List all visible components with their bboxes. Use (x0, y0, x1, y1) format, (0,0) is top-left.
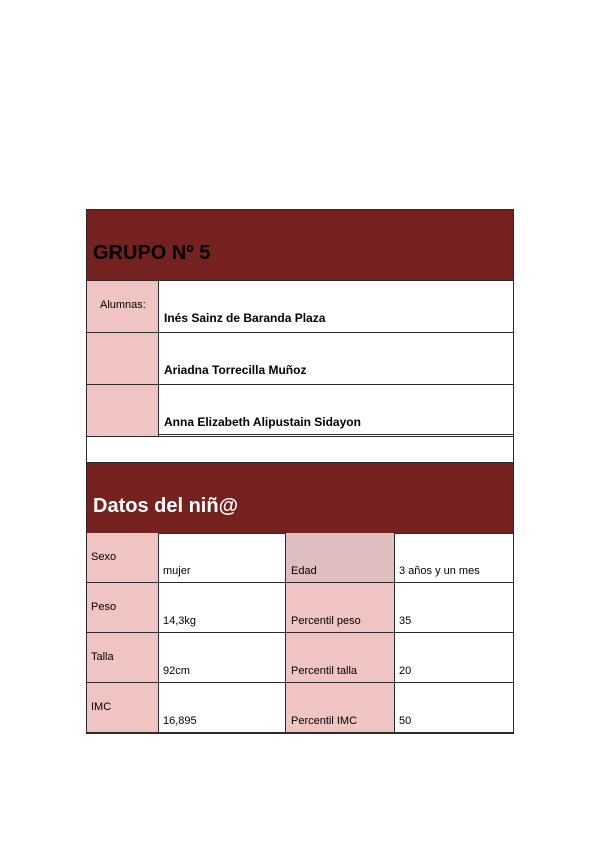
member-row (86, 385, 514, 437)
field-label: Percentil talla (291, 665, 358, 677)
field-value: 92cm (163, 665, 190, 677)
label-cell (86, 633, 159, 683)
label-cell (86, 533, 159, 583)
value-cell (395, 633, 514, 683)
child-title: Datos del niñ@ (93, 495, 239, 517)
field-value: 14,3kg (163, 615, 197, 627)
field-label: Peso (91, 601, 117, 613)
label-cell (286, 633, 395, 683)
field-label: Edad (291, 565, 317, 577)
value-cell (159, 683, 286, 733)
field-label: Percentil IMC (291, 715, 358, 727)
value-cell (159, 533, 286, 583)
member-label-cell (86, 385, 159, 437)
value-cell (159, 633, 286, 683)
value-cell (159, 583, 286, 633)
member-name: Inés Sainz de Baranda Plaza (164, 311, 326, 325)
label-cell (286, 683, 395, 733)
field-label: Percentil peso (291, 615, 361, 627)
member-row (86, 333, 514, 385)
label-cell (86, 683, 159, 733)
field-value: 50 (399, 715, 412, 727)
group-title: GRUPO Nº 5 (93, 242, 211, 264)
data-row (86, 583, 514, 633)
data-row (86, 533, 514, 583)
data-row (86, 633, 514, 683)
child-banner (86, 462, 514, 534)
member-label-cell (86, 333, 159, 385)
member-name: Anna Elizabeth Alipustain Sidayon (164, 415, 361, 429)
member-name-cell (159, 385, 514, 437)
label-cell (86, 583, 159, 633)
field-label: IMC (91, 701, 112, 713)
members-label-cell (86, 281, 159, 333)
field-value: 16,895 (163, 715, 197, 727)
field-value: mujer (163, 565, 191, 577)
member-name-cell (159, 333, 514, 385)
spacer-row (86, 436, 514, 463)
members-label: Alumnas: (100, 299, 146, 311)
member-name: Ariadna Torrecilla Muñoz (164, 363, 307, 377)
data-row (86, 683, 514, 733)
member-name-cell (159, 281, 514, 333)
member-row (86, 281, 514, 333)
field-value: 20 (399, 665, 412, 677)
field-label: Sexo (91, 551, 117, 563)
label-cell (286, 533, 395, 583)
field-label: Talla (91, 651, 114, 663)
value-cell (395, 533, 514, 583)
label-cell (286, 583, 395, 633)
field-value: 35 (399, 615, 412, 627)
value-cell (395, 683, 514, 733)
field-value: 3 años y un mes (399, 565, 480, 577)
group-banner (86, 209, 514, 281)
value-cell (395, 583, 514, 633)
